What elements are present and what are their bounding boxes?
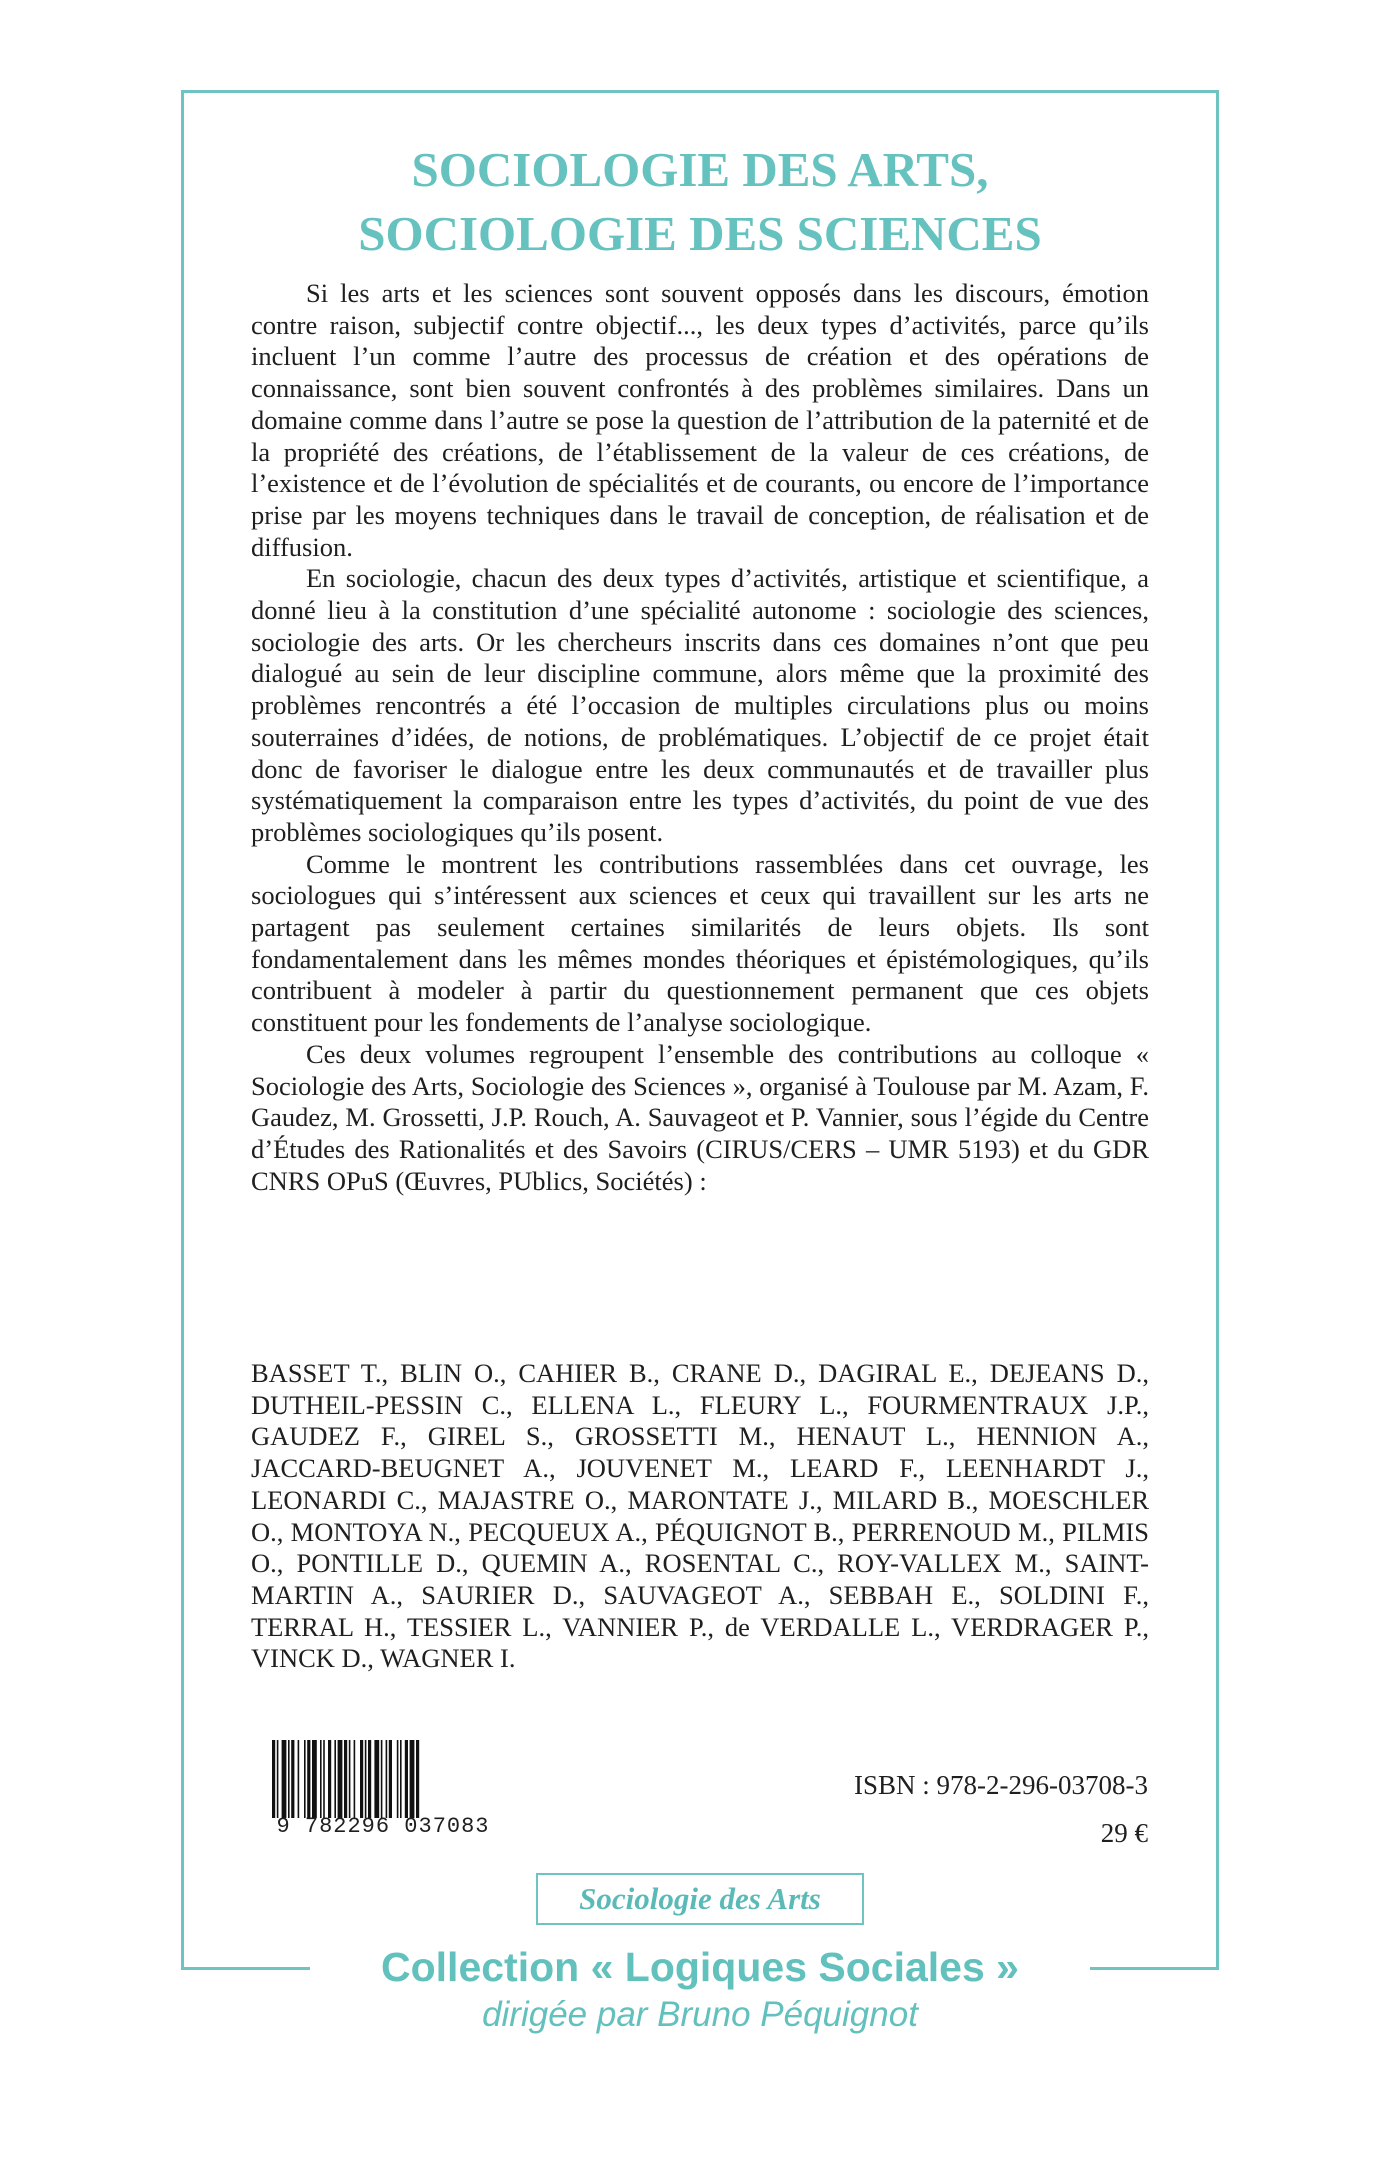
barcode-bar <box>334 1740 336 1818</box>
barcode-bar <box>400 1740 402 1818</box>
collection-director: dirigée par Bruno Péquignot <box>482 1995 918 2034</box>
barcode-bar <box>304 1740 306 1818</box>
barcode-bar <box>374 1740 379 1818</box>
contributors-list: BASSET T., BLIN O., CAHIER B., CRANE D., DAGIRAL E., DEJEANS D., DUTHEIL-PESSIN C., ELLENA L., FLEURY L., FOURMENTRAUX J.P., GAUDEZ F., GIREL S., GROSSETTI M., HENAUT L., HENNION A., JACCARD-BEUGNET A., JOUVENET M., LEARD F., LEENHARDT J., LEONARDI C., MAJASTRE O., MARONTATE J., MILARD B., MOESCHLER O., MONTOYA N., PECQUEUX A., PÉQUIGNOT B., PERRENOUD M., PILMIS O., PONTILLE D., QUEMIN A., ROSENTAL C., ROY-VALLEX M., SAINT-MARTIN A., SAURIER D., SAUVAGEOT A., SEBBAH E., SOLDINI F., TERRAL H., TESSIER L., VANNIER P., de VERDALLE L., VERDRAGER P., VINCK D., WAGNER I. <box>251 1358 1149 1674</box>
barcode-bar <box>307 1740 310 1818</box>
barcode-digits: 9 782296 037083 <box>276 1814 490 1839</box>
title-line-2: SOCIOLOGIE DES SCIENCES <box>358 206 1042 261</box>
barcode-bar <box>338 1740 343 1818</box>
price: 29 € <box>1100 1818 1148 1848</box>
paragraph-1: Si les arts et les sciences sont souvent opposés dans les discours, émotion contre raison, subjectif contre objectif..., les deux types d’activités, parce qu’ils incluent l’un comme l’autre des processus de création et des opérations de connaissance, sont bien souvent confrontés à des problèmes similaires. Dans un domaine comme dans l’autre se pose la question de l’attribution de la paternité et de la propriété des créations, de l’établissement de la valeur de ces créations, de l’existence et de l’évolution de spécialités et de courants, ou encore de l’importance prise par les moyens techniques dans le travail de conception, de réalisation et de diffusion. <box>251 278 1149 562</box>
isbn: ISBN : 978-2-296-03708-3 <box>854 1770 1148 1800</box>
barcode-bar <box>381 1740 383 1818</box>
title-line-1: SOCIOLOGIE DES ARTS, <box>411 142 989 197</box>
barcode-bars <box>258 1740 508 1818</box>
barcode-bar <box>291 1740 294 1818</box>
paragraph-3: Comme le montrent les contributions rassemblées dans cet ouvrage, les sociologues qui s’intéressent aux sciences et ceux qui travaillent sur les arts ne partagent pas seulement certaines similarités de leurs objets. Ils sont fondamentalement dans les mêmes mondes théoriques et épistémologiques, qu’ils contribuent à modeler à partir du questionnement permanent que ces objets constituent pour les fondements de l’analyse sociologique. <box>251 848 1149 1038</box>
barcode-bar <box>312 1740 317 1818</box>
blurb <box>251 278 1149 1197</box>
barcode-bar <box>282 1740 287 1818</box>
barcode-bar <box>320 1740 322 1818</box>
barcode-bar <box>344 1740 347 1818</box>
barcode-bar <box>397 1740 399 1818</box>
barcode-bar <box>354 1740 356 1818</box>
paragraph-4: Ces deux volumes regroupent l’ensemble des contributions au colloque « Sociologie des Arts, Sociologie des Sciences », organisé à Toulouse par M. Azam, F. Gaudez, M. Grossetti, J.P. Rouch, A. Sauvageot et P. Vannier, sous l’égide du Centre d’Études des Rationalités et des Savoirs (CIRUS/CERS – UMR 5193) et du GDR CNRS OPuS (Œuvres, PUblics, Sociétés) : <box>251 1038 1149 1196</box>
barcode <box>258 1740 508 1840</box>
barcode-bar <box>288 1740 290 1818</box>
barcode-bar <box>349 1740 351 1818</box>
barcode-bar <box>328 1740 331 1818</box>
paragraph-2: En sociologie, chacun des deux types d’activités, artistique et scientifique, a donné lieu à la constitution d’une spécialité autonome : sociologie des sciences, sociologie des arts. Or les chercheurs inscrits dans ces domaines n’ont que peu dialogué au sein de leur discipline commune, alors même que la proximité des problèmes rencontrés a été l’occasion de multiples circulations plus ou moins souterraines d’idées, de notions, de problématiques. L’objectif de ce projet était donc de favoriser le dialogue entre les deux communautés et de travailler plus systématiquement la comparaison entre les types d’activités, du point de vue des problèmes sociologiques qu’ils posent. <box>251 563 1149 847</box>
series-label: Sociologie des Arts <box>536 1873 864 1925</box>
barcode-bar <box>416 1740 419 1818</box>
collection-title: Collection « Logiques Sociales » <box>381 1944 1019 1990</box>
barcode-bar <box>272 1740 275 1818</box>
barcode-bar <box>410 1740 415 1818</box>
barcode-bar <box>323 1740 325 1818</box>
book-title <box>181 138 1219 266</box>
barcode-bar <box>386 1740 388 1818</box>
barcode-bar <box>405 1740 408 1818</box>
barcode-bar <box>298 1740 300 1818</box>
barcode-bar <box>365 1740 367 1818</box>
barcode-bar <box>277 1740 279 1818</box>
barcode-bar <box>389 1740 392 1818</box>
barcode-bar <box>360 1740 363 1818</box>
barcode-bar <box>368 1740 371 1818</box>
